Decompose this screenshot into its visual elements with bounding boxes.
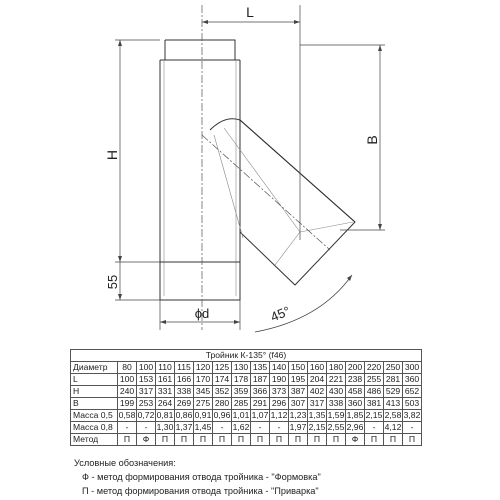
table-cell: П	[156, 434, 175, 446]
table-cell: 2,96	[346, 422, 364, 432]
table-cell: 2,15	[365, 410, 383, 420]
table-cell: П	[384, 434, 403, 446]
table-cell: 238	[346, 374, 365, 386]
table-cell: 1,45	[194, 422, 212, 432]
row-label: H	[71, 386, 118, 398]
table-cell: 352	[213, 386, 232, 398]
table-cell: 275	[194, 398, 213, 410]
table-cell: 180	[327, 362, 346, 374]
row-label: B	[71, 398, 118, 410]
dim-label-H: H	[104, 149, 120, 161]
table-cell: 255	[365, 374, 384, 386]
table-cell: 200	[346, 362, 365, 374]
table-cell: 221	[327, 374, 346, 386]
table-cell: 503	[403, 398, 422, 410]
table-cell: 285	[232, 398, 251, 410]
table-cell: П	[213, 434, 232, 446]
table-cell: П	[118, 434, 137, 446]
table-cell: 1,37	[175, 422, 193, 432]
table-cell: -	[270, 422, 289, 434]
branch-outline	[210, 119, 355, 285]
table-cell: 0,96	[213, 410, 231, 420]
table-cell: 345	[194, 386, 213, 398]
table-cell: 100	[118, 374, 137, 386]
table-cell: 250	[384, 362, 403, 374]
table-cell: 338	[175, 386, 194, 398]
table-cell: 115	[175, 362, 194, 374]
table-cell: 120	[194, 362, 213, 374]
table-cell: 529	[384, 386, 403, 398]
table-cell: 1,01	[232, 410, 250, 420]
table-cell: 413	[384, 398, 403, 410]
table-cell: -	[365, 422, 384, 434]
table-row	[71, 434, 422, 446]
row-label: L	[71, 374, 118, 386]
main-pipe-outline	[160, 60, 240, 300]
table-caption: Тройник К-135° (f46)	[71, 350, 422, 362]
table-cell: 1,07	[251, 410, 269, 420]
table-cell: 161	[156, 374, 175, 386]
table-row	[71, 410, 422, 422]
table-cell: -	[251, 422, 270, 434]
dim-label-B: B	[364, 135, 380, 145]
table-cell: 4,12	[384, 422, 402, 432]
table-cell: 402	[308, 386, 327, 398]
table-cell: 1,12	[270, 410, 288, 420]
table-cell: 1,85	[346, 410, 364, 420]
table-cell: Ф	[137, 434, 156, 446]
table-cell: 296	[270, 398, 289, 410]
table-cell: 280	[213, 398, 232, 410]
table-cell: 1,59	[327, 410, 345, 420]
table-cell: 366	[251, 386, 270, 398]
table-cell: 387	[289, 386, 308, 398]
table-cell: 153	[137, 374, 156, 386]
table-cell: П	[251, 434, 270, 446]
table-cell: 160	[308, 362, 327, 374]
row-label: Масса 0,8	[71, 422, 118, 434]
table-cell: -	[118, 422, 137, 434]
table-cell: 1,62	[232, 422, 250, 432]
table-cell: 0,58	[118, 410, 136, 420]
table-cell: 2,55	[327, 422, 345, 432]
table-cell: 381	[365, 398, 384, 410]
top-socket	[165, 40, 235, 60]
table-cell: 130	[232, 362, 251, 374]
table-cell: 150	[289, 362, 308, 374]
row-label: Метод	[71, 434, 118, 446]
table-cell: П	[365, 434, 384, 446]
table-cell: 204	[308, 374, 327, 386]
table-cell: 110	[156, 362, 175, 374]
table-cell: 253	[137, 398, 156, 410]
table-cell: 0,81	[156, 410, 174, 420]
dim-label-d: ϕd	[194, 306, 210, 321]
table-cell: Ф	[346, 434, 365, 446]
table-cell: 170	[194, 374, 213, 386]
table-cell: 281	[384, 374, 403, 386]
table-cell: 430	[327, 386, 346, 398]
legend-line-p: П - метод формирования отвода тройника - "Приварка"	[82, 486, 319, 496]
table-cell: П	[308, 434, 327, 446]
table-cell: 80	[118, 362, 137, 374]
row-label: Масса 0,5	[71, 410, 118, 422]
table-cell: 166	[175, 374, 194, 386]
table-cell: 360	[346, 398, 365, 410]
table-cell: 1,23	[289, 410, 307, 420]
table-cell: 317	[308, 398, 327, 410]
table-row	[71, 398, 422, 410]
spec-table	[70, 349, 422, 446]
legend-title: Условные обозначения:	[74, 458, 176, 468]
table-cell: 360	[403, 374, 422, 386]
table-cell: П	[232, 434, 251, 446]
table-cell: 187	[251, 374, 270, 386]
dim-label-55: 55	[105, 274, 120, 290]
table-cell: 178	[232, 374, 251, 386]
row-label: Диаметр	[71, 362, 118, 374]
table-cell: 135	[251, 362, 270, 374]
branch-centerline	[202, 135, 330, 250]
table-cell: 0,72	[137, 410, 155, 420]
table-cell: 458	[346, 386, 365, 398]
table-cell: 338	[327, 398, 346, 410]
table-cell: П	[327, 434, 346, 446]
table-cell: 291	[251, 398, 270, 410]
table-cell: 100	[137, 362, 156, 374]
table-cell: 486	[365, 386, 384, 398]
table-cell: 2,58	[384, 410, 402, 420]
table-cell: 1,97	[289, 422, 307, 432]
dim-label-angle: 45°	[268, 303, 293, 325]
table-cell: 199	[118, 398, 137, 410]
dim-label-L: L	[246, 4, 254, 20]
table-cell: 300	[403, 362, 422, 374]
table-cell: 359	[232, 386, 251, 398]
table-cell: 2,15	[308, 422, 326, 432]
table-caption-row	[71, 350, 422, 362]
table-cell: 652	[403, 386, 422, 398]
table-row	[71, 362, 422, 374]
table-cell: 195	[289, 374, 308, 386]
table-cell: 269	[175, 398, 194, 410]
table-row	[71, 386, 422, 398]
table-cell: -	[403, 422, 422, 434]
table-cell: 317	[137, 386, 156, 398]
legend-line-f: Ф - метод формирования отвода тройника - "Формовка"	[82, 472, 321, 482]
table-cell: 331	[156, 386, 175, 398]
table-cell: П	[403, 434, 422, 446]
table-cell: 174	[213, 374, 232, 386]
table-cell: 125	[213, 362, 232, 374]
table-cell: П	[270, 434, 289, 446]
table-cell: 0,86	[175, 410, 193, 420]
table-cell: -	[213, 422, 232, 434]
table-cell: 307	[289, 398, 308, 410]
table-row	[71, 422, 422, 434]
table-cell: П	[175, 434, 194, 446]
table-cell: П	[194, 434, 213, 446]
table-cell: 140	[270, 362, 289, 374]
table-cell: П	[289, 434, 308, 446]
table-cell: 1,30	[156, 422, 174, 432]
table-cell: 240	[118, 386, 137, 398]
table-cell: 3,82	[403, 410, 421, 420]
table-cell: 0,91	[194, 410, 212, 420]
table-cell: 220	[365, 362, 384, 374]
table-cell: 1,35	[308, 410, 326, 420]
table-cell: 264	[156, 398, 175, 410]
table-cell: 373	[270, 386, 289, 398]
table-cell: 190	[270, 374, 289, 386]
table-row	[71, 374, 422, 386]
table-cell: -	[137, 422, 156, 434]
